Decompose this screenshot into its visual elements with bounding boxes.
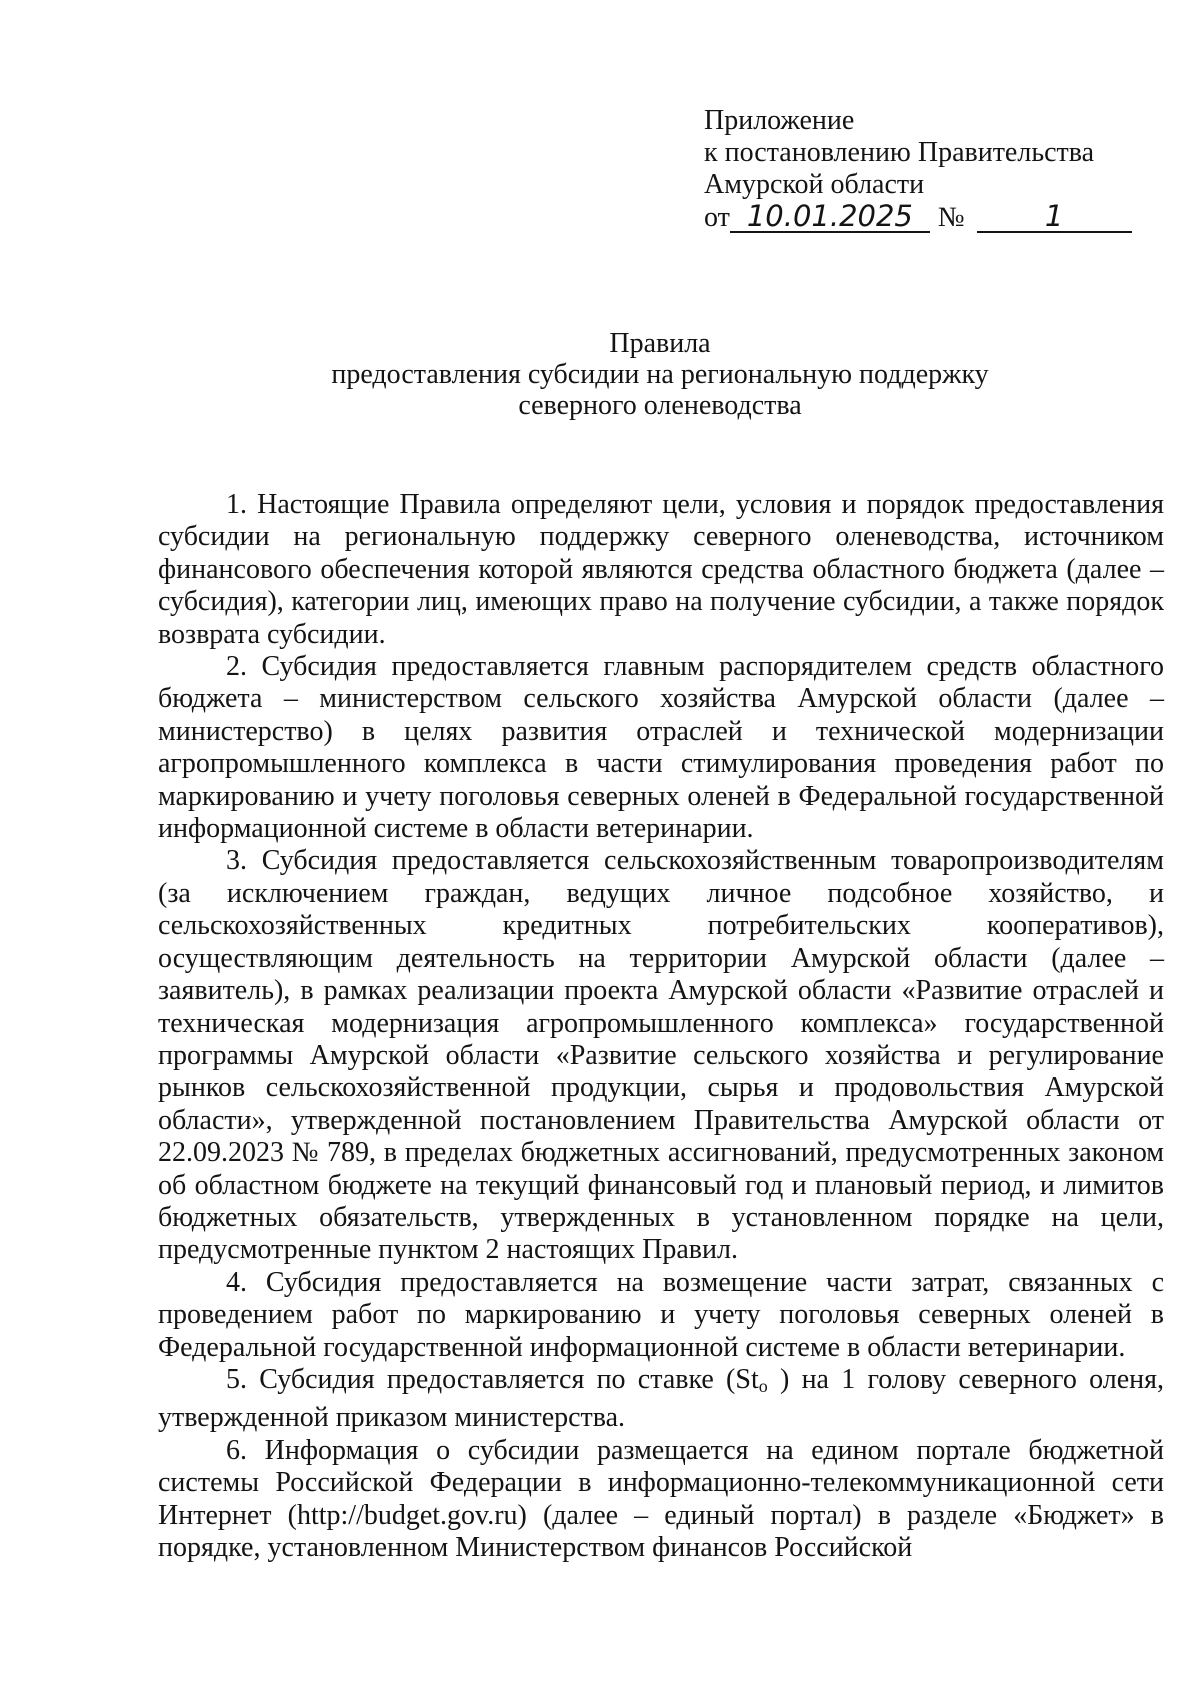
paragraph-1: 1. Настоящие Правила определяют цели, условия и порядок предоставления субсидии на региональную поддержку северного оленеводства, источником финансового обеспечения которой являются средства областного бюджета (далее – субсидия), категории лиц, имеющих право на получение субсидии, а также порядок возврата субсидии. [158,489,1164,650]
paragraph-5-end: ) на 1 голову северного оленя, утвержденной приказом министерства. [158,1363,1164,1434]
title-line-1: Правила [609,328,711,359]
date-prefix: от [704,202,730,233]
number-prefix: № [937,202,965,233]
paragraph-4: 4. Субсидия предоставляется на возмещение части затрат, связанных с проведением работ по маркированию и учету поголовья северных оленей в Федеральной государственной информационной системе в области ветеринарии. [158,1266,1164,1363]
document-body [158,489,1164,1564]
rate-subscript: o [758,1375,768,1396]
paragraph-5 [158,1364,1164,1435]
paragraph-5-start: 5. Субсидия предоставляется по ставке (St [226,1363,759,1395]
paragraph-3: 3. Субсидия предоставляется сельскохозяйственным товаропроизводителям (за исключением граждан, ведущих личное подсобное хозяйство, и сельскохозяйственных кредитных потребительских кооперативов), осуществляющим деятельность на территории Амурской области (далее – заявитель), в рамках реализации проекта Амурской области «Развитие отраслей и техническая модернизация агропромышленного комплекса» государственной программы Амурской области «Развитие сельского хозяйства и регулирование рынков сельскохозяйственной продукции, сырья и продовольствия Амурской области», утвержденной постановлением Правительства Амурской области от 22.09.2023 № 789, в пределах бюджетных ассигнований, предусмотренных законом об областном бюджете на текущий финансовый год и плановый период, и лимитов бюджетных обязательств, утвержденных в установленном порядке на цели, предусмотренные пунктом 2 настоящих Правил. [158,845,1164,1266]
appendix-title: Приложение [704,105,855,136]
appendix-reference: к постановлению Правительства [704,137,1095,168]
paragraph-2: 2. Субсидия предоставляется главным распорядителем средств областного бюджета – министерством сельского хозяйства Амурской области (далее – министерство) в целях развития отраслей и технической модернизации агропромышленного комплекса в части стимулирования проведения работ по маркированию и учету поголовья северных оленей в Федеральной государственной информационной системе в области ветеринарии. [158,651,1164,845]
appendix-header [704,105,1124,234]
title-line-2: предоставления субсидии на региональную поддержку [331,359,989,390]
appendix-date-line [704,201,1124,234]
title-line-3: северного оленеводства [518,390,802,421]
paragraph-6: 6. Информация о субсидии размещается на едином портале бюджетной системы Российской Федерации в информационно-телекоммуникационной сети Интернет (http://budget.gov.ru) (далее – единый портал) в разделе «Бюджет» в порядке, установленном Министерством финансов Российской [158,1434,1164,1563]
document-title [0,328,1200,421]
handwritten-number: 1 [977,201,1132,233]
appendix-region: Амурской области [704,169,925,200]
handwritten-date: 10.01.2025 [730,201,930,233]
